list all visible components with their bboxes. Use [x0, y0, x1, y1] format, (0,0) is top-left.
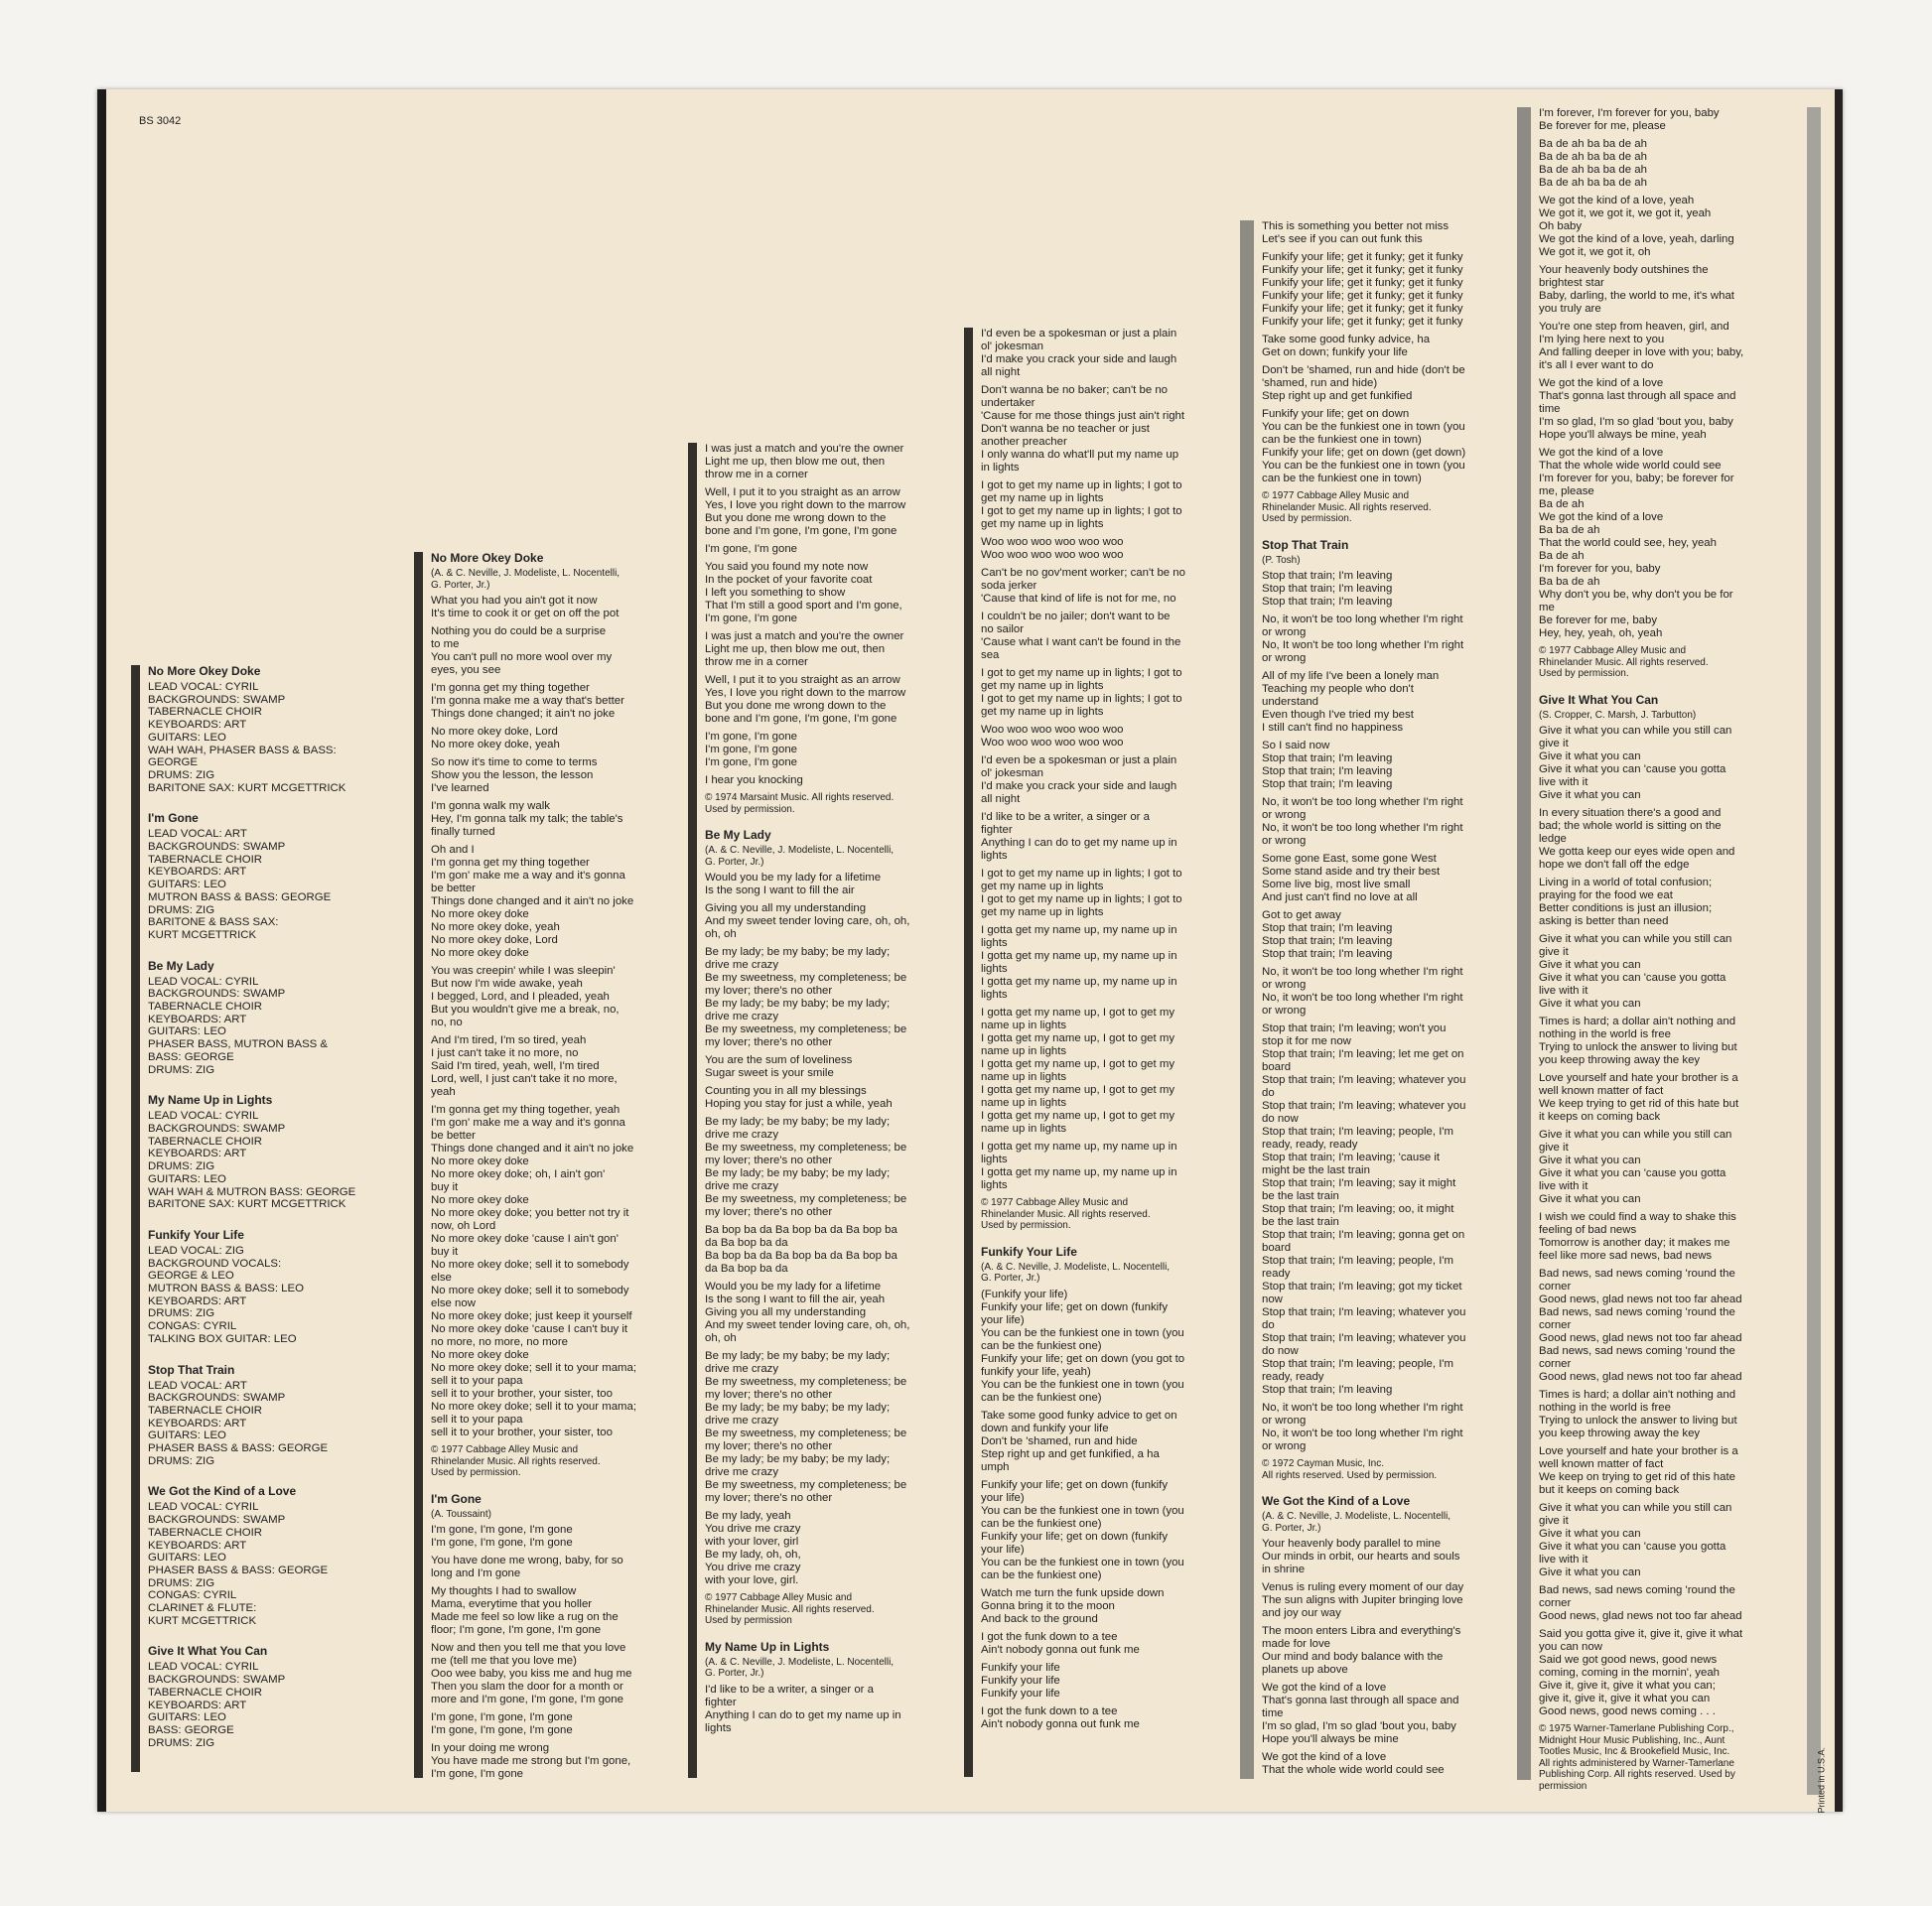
- copyright-notice: © 1972 Cayman Music, Inc. All rights reserved. Used by permission.: [1262, 1458, 1438, 1481]
- lyric-stanza: No more okey doke, Lord No more okey doke, yeah: [431, 726, 560, 750]
- lyric-stanza: Counting you in all my blessings Hoping you stay for just a while, yeah: [705, 1085, 893, 1110]
- lyric-stanza: Well, I put it to you straight as an arrow Yes, I love you right down to the marrow But you done me wrong down to the bone and I'm gone, I'm gone, I'm gone: [705, 486, 906, 537]
- lyric-stanza: I'd even be a spokesman or just a plain ol' jokesman I'd make you crack your side and laugh all night: [981, 328, 1177, 378]
- lyric-stanza: You was creepin' while I was sleepin' But now I'm wide awake, yeah I begged, Lord, and I pleaded, yeah But you wouldn't give me a break, no, no, no: [431, 965, 620, 1028]
- lyric-stanza: LEAD VOCAL: CYRIL BACKGROUNDS: SWAMP TABERNACLE CHOIR KEYBOARDS: ART GUITARS: LEO PHASER BASS & BASS: GEORGE DRUMS: ZIG CONGAS: CYRIL CLARINET & FLUTE: KURT MCGETTRICK: [148, 1501, 329, 1627]
- sleeve-left-edge: [97, 89, 106, 1812]
- lyric-stanza: This is something you better not miss Let's see if you can out funk this: [1262, 220, 1449, 245]
- lyrics-column-6: [1517, 107, 1785, 1792]
- lyric-stanza: We got the kind of a love That the whole wide world could see I'm forever for you, baby; be forever for me, please Ba de ah We got the kind of a love Ba ba de ah That the world could see, hey, yeah Ba de ah I'm forever for you, baby Ba ba de ah Why don't you be, why don't you be for me Be forever for me, baby Hey, hey, yeah, oh, yeah: [1539, 447, 1734, 639]
- lyric-stanza: I got to get my name up in lights; I got to get my name up in lights I got to get my name up in lights; I got to get my name up in lights: [981, 868, 1182, 918]
- copyright-notice: © 1977 Cabbage Alley Music and Rhinelander Music. All rights reserved. Used by permission.: [1262, 490, 1432, 524]
- lyric-stanza: I got the funk down to a tee Ain't nobody gonna out funk me: [981, 1630, 1140, 1656]
- lyric-stanza: You have done me wrong, baby, for so long and I'm gone: [431, 1555, 623, 1579]
- lyric-stanza: The moon enters Libra and everything's made for love Our mind and body balance with the planets up above: [1262, 1625, 1461, 1676]
- song-title: I'm Gone: [431, 1491, 482, 1506]
- songwriter-credit: (A. & C. Neville, J. Modeliste, L. Nocentelli, G. Porter, Jr.): [431, 568, 621, 591]
- copyright-notice: © 1977 Cabbage Alley Music and Rhinelander Music. All rights reserved. Used by permission.: [431, 1444, 601, 1478]
- lyric-stanza: I got to get my name up in lights; I got to get my name up in lights I got to get my name up in lights; I got to get my name up in lights: [981, 479, 1182, 530]
- song-title: Stop That Train: [148, 1362, 235, 1377]
- lyric-stanza: Woo woo woo woo woo woo Woo woo woo woo woo woo: [981, 536, 1124, 561]
- songwriter-credit: (A. & C. Neville, J. Modeliste, L. Nocentelli, G. Porter, Jr.): [705, 1656, 895, 1679]
- lyric-stanza: Be my lady; be my baby; be my lady; drive me crazy Be my sweetness, my completeness; be my lover; there's no other Be my lady; be my baby; be my lady; drive me crazy Be my sweetness, my completeness; be my lover; there's no other: [705, 946, 907, 1048]
- lyric-stanza: We got the kind of a love That's gonna last through all space and time I'm so glad, I'm so glad 'bout you, baby Hope you'll always be mine: [1262, 1682, 1459, 1745]
- lyric-stanza: Bad news, sad news coming 'round the corner Good news, glad news not too far ahead Bad news, sad news coming 'round the corner Good news, glad news not too far ahead Bad news, sad news coming 'round the corner Good news, glad news not too far ahead: [1539, 1268, 1742, 1383]
- lyric-stanza: I hear you knocking: [705, 774, 803, 786]
- lyric-stanza: Nothing you do could be a surprise to me You can't pull no more wool over my eyes, you see: [431, 625, 613, 676]
- lyric-stanza: Living in a world of total confusion; praying for the food we eat Better conditions is just an illusion; asking is better than need: [1539, 877, 1713, 927]
- lyric-stanza: Give it what you can while you still can give it Give it what you can Give it what you can 'cause you gotta live with it Give it what you can: [1539, 1129, 1732, 1205]
- lyric-stanza: I'd like to be a writer, a singer or a fighter Anything I can do to get my name up in lights: [705, 1683, 901, 1734]
- lyric-stanza: So I said now Stop that train; I'm leaving Stop that train; I'm leaving Stop that train; I'm leaving: [1262, 740, 1393, 790]
- sleeve-right-edge: [1835, 89, 1843, 1812]
- lyric-stanza: Ba de ah ba ba de ah Ba de ah ba ba de ah Ba de ah ba ba de ah Ba de ah ba ba de ah: [1539, 138, 1647, 189]
- lyric-stanza: Some gone East, some gone West Some stand aside and try their best Some live big, most live small And just can't find no love at all: [1262, 853, 1441, 903]
- song-title: My Name Up in Lights: [148, 1093, 273, 1108]
- lyric-stanza: You are the sum of loveliness Sugar sweet is your smile: [705, 1054, 853, 1079]
- lyric-stanza: I'm forever, I'm forever for you, baby Be forever for me, please: [1539, 107, 1720, 132]
- lyric-stanza: No, it won't be too long whether I'm right or wrong No, it won't be too long whether I'm right or wrong: [1262, 966, 1463, 1017]
- songwriter-credit: (P. Tosh): [1262, 554, 1301, 566]
- lyric-stanza: Be my lady, yeah You drive me crazy with your lover, girl Be my lady, oh, oh, You drive me crazy with your love, girl.: [705, 1510, 801, 1586]
- lyric-stanza: Give it what you can while you still can give it Give it what you can Give it what you can 'cause you gotta live with it Give it what you can: [1539, 1502, 1732, 1578]
- lyric-stanza: I'm gone, I'm gone I'm gone, I'm gone I'm gone, I'm gone: [705, 731, 797, 768]
- songwriter-credit: (A. & C. Neville, J. Modeliste, L. Nocentelli, G. Porter, Jr.): [705, 845, 895, 868]
- lyric-stanza: I'm gone, I'm gone, I'm gone I'm gone, I'm gone, I'm gone: [431, 1711, 573, 1736]
- lyric-stanza: Oh and I I'm gonna get my thing together I'm gon' make me a way and it's gonna be better Things done changed and it ain't no joke No more okey doke No more okey doke, yeah No more okey doke, Lord No more okey doke: [431, 844, 634, 959]
- song-title: Be My Lady: [148, 958, 214, 973]
- lyric-stanza: LEAD VOCAL: CYRIL BACKGROUNDS: SWAMP TABERNACLE CHOIR KEYBOARDS: ART GUITARS: LEO BASS: GEORGE DRUMS: ZIG: [148, 1661, 286, 1749]
- lyric-stanza: I wish we could find a way to shake this feeling of bad news Tomorrow is another day; it makes me feel like more sad news, bad news: [1539, 1211, 1736, 1262]
- printed-in-label: Printed in U.S.A.: [1817, 1747, 1827, 1814]
- lyric-stanza: I'd even be a spokesman or just a plain ol' jokesman I'd make you crack your side and laugh all night: [981, 754, 1177, 805]
- lyric-stanza: We got the kind of a love That's gonna last through all space and time I'm so glad, I'm so glad 'bout you, baby Hope you'll always be mine, yeah: [1539, 377, 1736, 441]
- lyric-stanza: I'd like to be a writer, a singer or a fighter Anything I can do to get my name up in lights: [981, 811, 1177, 862]
- lyric-stanza: No, it won't be too long whether I'm right or wrong No, it won't be too long whether I'm right or wrong: [1262, 796, 1463, 847]
- copyright-notice: © 1977 Cabbage Alley Music and Rhinelander Music. All rights reserved. Used by permission.: [1539, 645, 1709, 679]
- lyric-stanza: No, it won't be too long whether I'm right or wrong No, it won't be too long whether I'm right or wrong: [1262, 1402, 1463, 1452]
- lyric-stanza: Got to get away Stop that train; I'm leaving Stop that train; I'm leaving Stop that train; I'm leaving: [1262, 909, 1393, 960]
- lyric-stanza: Funkify your life; get on down You can be the funkiest one in town (you can be the funkiest one in town) Funkify your life; get on down (get down) You can be the funkiest one in town (you can be the funkiest one in town): [1262, 408, 1466, 484]
- song-title: Be My Lady: [705, 828, 771, 842]
- song-title: Funkify Your Life: [981, 1244, 1077, 1259]
- lyric-stanza: You're one step from heaven, girl, and I'm lying here next to you And falling deeper in love with you; baby, it's all I ever want to do: [1539, 321, 1744, 371]
- lyric-stanza: LEAD VOCAL: ART BACKGROUNDS: SWAMP TABERNACLE CHOIR KEYBOARDS: ART GUITARS: LEO MUTRON BASS & BASS: GEORGE DRUMS: ZIG BARITONE & BASS SAX: KURT MCGETTRICK: [148, 828, 332, 941]
- lyric-stanza: My thoughts I had to swallow Mama, everytime that you holler Made me feel so low like a rug on the floor; I'm gone, I'm gone, I'm gone: [431, 1585, 619, 1636]
- lyrics-column-2: [414, 552, 678, 1778]
- lyric-stanza: I was just a match and you're the owner Light me up, then blow me out, then throw me in a corner: [705, 443, 904, 480]
- lyric-stanza: LEAD VOCAL: CYRIL BACKGROUNDS: SWAMP TABERNACLE CHOIR KEYBOARDS: ART GUITARS: LEO WAH WAH, PHASER BASS & BASS: GEORGE DRUMS: ZIG BARITONE SAX: KURT MCGETTRICK: [148, 681, 346, 794]
- lyric-stanza: Funkify your life Funkify your life Funkify your life: [981, 1661, 1060, 1700]
- lyrics-column-3: [688, 443, 954, 1778]
- lyric-stanza: We got the kind of a love, yeah We got it, we got it, we got it, yeah Oh baby We got the kind of a love, yeah, darling We got it, we got it, oh: [1539, 195, 1734, 258]
- lyric-stanza: Funkify your life; get it funky; get it funky Funkify your life; get it funky; get it funky Funkify your life; get it funky; get it funky Funkify your life; get it funky; get it funky Funkify your life; get it funky; get it funky Funkify your life; get it funky; get it funky: [1262, 251, 1463, 328]
- lyric-stanza: I gotta get my name up, I got to get my name up in lights I gotta get my name up, I got to get my name up in lights I gotta get my name up, I got to get my name up in lights I gotta get my name up, I got to get my name up in lights I gotta get my name up, I got to get my name up in lights: [981, 1007, 1175, 1135]
- catalog-number: BS 3042: [139, 115, 182, 127]
- lyric-stanza: I'm gonna walk my walk Hey, I'm gonna talk my talk; the table's finally turned: [431, 800, 623, 838]
- song-title: Funkify Your Life: [148, 1227, 244, 1242]
- lyric-stanza: Don't wanna be no baker; can't be no undertaker 'Cause for me those things just ain't right Don't wanna be no teacher or just another preacher I only wanna do what'll put my name up in lights: [981, 384, 1185, 474]
- lyric-stanza: I gotta get my name up, my name up in lights I gotta get my name up, my name up in lights: [981, 1141, 1177, 1191]
- lyric-stanza: Would you be my lady for a lifetime Is the song I want to fill the air, yeah Giving you all my understanding And my sweet tender loving care, oh, oh, oh, oh: [705, 1281, 910, 1344]
- copyright-notice: © 1977 Cabbage Alley Music and Rhinelander Music. All rights reserved. Used by permission.: [981, 1197, 1151, 1231]
- lyric-stanza: Now and then you tell me that you love me (tell me that you love me) Ooo wee baby, you kiss me and hug me Then you slam the door for a month or more and I'm gone, I'm gone, I'm gone: [431, 1642, 632, 1705]
- lyric-stanza: So now it's time to come to terms Show you the lesson, the lesson I've learned: [431, 756, 598, 794]
- lyric-stanza: Said you gotta give it, give it, give it what you can now Said we got good news, good news coming, coming in the mornin', yeah Give it, give it, give it what you can; give it, give it, give it what you can Good news, good news coming . . .: [1539, 1628, 1743, 1717]
- lyric-stanza: I'm gone, I'm gone: [705, 543, 797, 555]
- lyric-stanza: Would you be my lady for a lifetime Is the song I want to fill the air: [705, 872, 882, 896]
- copyright-notice: © 1974 Marsaint Music. All rights reserved. Used by permission.: [705, 792, 895, 815]
- lyric-stanza: Times is hard; a dollar ain't nothing and nothing in the world is free Trying to unlock the answer to living but you keep throwing away the key: [1539, 1016, 1737, 1066]
- song-title: We Got the Kind of a Love: [1262, 1494, 1411, 1508]
- lyric-stanza: Be my lady; be my baby; be my lady; drive me crazy Be my sweetness, my completeness; be my lover; there's no other Be my lady; be my baby; be my lady; drive me crazy Be my sweetness, my completeness; be my lover; there's no other: [705, 1116, 907, 1218]
- song-title: No More Okey Doke: [148, 664, 261, 678]
- lyric-stanza: I couldn't be no jailer; don't want to be no sailor 'Cause what I want can't be found in the sea: [981, 611, 1181, 661]
- lyric-stanza: Don't be 'shamed, run and hide (don't be 'shamed, run and hide) Step right up and get funkified: [1262, 364, 1465, 402]
- lyric-stanza: I got the funk down to a tee Ain't nobody gonna out funk me: [981, 1704, 1140, 1730]
- songwriter-credit: (A. Toussaint): [431, 1508, 491, 1520]
- lyric-stanza: LEAD VOCAL: CYRIL BACKGROUNDS: SWAMP TABERNACLE CHOIR KEYBOARDS: ART GUITARS: LEO PHASER BASS, MUTRON BASS & BASS: GEORGE DRUMS: ZIG: [148, 975, 329, 1076]
- song-title: No More Okey Doke: [431, 551, 544, 565]
- song-title: Stop That Train: [1262, 537, 1349, 552]
- lyric-stanza: I'm gone, I'm gone, I'm gone I'm gone, I'm gone, I'm gone: [431, 1524, 573, 1549]
- lyric-stanza: Love yourself and hate your brother is a well known matter of fact We keep on trying to get rid of this hate but it keeps on coming back: [1539, 1445, 1738, 1496]
- lyric-stanza: Give it what you can while you still can give it Give it what you can Give it what you can 'cause you gotta live with it Give it what you can: [1539, 725, 1732, 801]
- lyric-stanza: Watch me turn the funk upside down Gonna bring it to the moon And back to the ground: [981, 1586, 1165, 1625]
- lyric-stanza: I'm gonna get my thing together, yeah I'm gon' make me a way and it's gonna be better Things done changed and it ain't no joke No more okey doke No more okey doke; oh, I ain't gon' buy it No more okey doke No more okey doke; you better not try it now, oh Lord No more okey doke 'cause I ain't gon' buy it No more okey doke; sell it to somebody else No more okey doke; sell it to somebody else now No more okey doke; just keep it yourself No more okey doke 'cause I can't buy it no more, no more, no more No more okey doke No more okey doke; sell it to your mama; sell it to your papa sell it to your brother, your sister, too No more okey doke; sell it to your mama; sell it to your papa sell it to your brother, your sister, too: [431, 1104, 637, 1438]
- lyric-stanza: I gotta get my name up, my name up in lights I gotta get my name up, my name up in lights I gotta get my name up, my name up in lights: [981, 924, 1177, 1001]
- lyric-stanza: Well, I put it to you straight as an arrow Yes, I love you right down to the marrow But you done me wrong down to the bone and I'm gone, I'm gone, I'm gone: [705, 674, 906, 725]
- lyric-stanza: In every situation there's a good and bad; the whole world is sitting on the ledge We gotta keep our eyes wide open and hope we don't fall off the edge: [1539, 807, 1735, 871]
- songwriter-credit: (A. & C. Neville, J. Modeliste, L. Nocentelli, G. Porter, Jr.): [981, 1261, 1171, 1284]
- lyric-stanza: Love yourself and hate your brother is a well known matter of fact We keep trying to get rid of this hate but it keeps on coming back: [1539, 1072, 1739, 1123]
- lyric-stanza: LEAD VOCAL: ART BACKGROUNDS: SWAMP TABERNACLE CHOIR KEYBOARDS: ART GUITARS: LEO PHASER BASS & BASS: GEORGE DRUMS: ZIG: [148, 1379, 329, 1467]
- lyric-stanza: Take some good funky advice, ha Get on down; funkify your life: [1262, 334, 1431, 358]
- copyright-notice: © 1975 Warner-Tamerlane Publishing Corp., Midnight Hour Music Publishing, Inc., Aunt Tootles Music, Inc & Brookefield Music, Inc. All rights administered by Warner-Tamerlane Publishing Corp. All rights reserved. Used by permission: [1539, 1723, 1735, 1792]
- song-title: Give It What You Can: [1539, 692, 1659, 707]
- lyric-stanza: Stop that train; I'm leaving; won't you stop it for me now Stop that train; I'm leaving; let me get on board Stop that train; I'm leaving; whatever you do Stop that train; I'm leaving; whatever you do now Stop that train; I'm leaving; people, I'm ready, ready, ready Stop that train; I'm leaving; 'cause it might be the last train Stop that train; I'm leaving; say it might be the last train Stop that train; I'm leaving; oo, it might be the last train Stop that train; I'm leaving; gonna get on board Stop that train; I'm leaving; people, I'm ready Stop that train; I'm leaving; got my ticket now Stop that train; I'm leaving; whatever you do Stop that train; I'm leaving; whatever you do now Stop that train; I'm leaving; people, I'm ready, ready Stop that train; I'm leaving: [1262, 1022, 1466, 1396]
- lyric-stanza: What you had you ain't got it now It's time to cook it or get on off the pot: [431, 595, 620, 619]
- lyric-stanza: Be my lady; be my baby; be my lady; drive me crazy Be my sweetness, my completeness; be my lover; there's no other Be my lady; be my baby; be my lady; drive me crazy Be my sweetness, my completeness; be my lover; there's no other Be my lady; be my baby; be my lady; drive me crazy Be my sweetness, my completeness; be my lover; there's no other: [705, 1350, 907, 1504]
- lyric-stanza: I'm gonna get my thing together I'm gonna make me a way that's better Things done changed; it ain't no joke: [431, 682, 624, 720]
- lyric-stanza: You said you found my note now In the pocket of your favorite coat I left you something to show That I'm still a good sport and I'm gone, I'm gone, I'm gone: [705, 561, 902, 624]
- lyric-stanza: I got to get my name up in lights; I got to get my name up in lights I got to get my name up in lights; I got to get my name up in lights: [981, 667, 1182, 718]
- song-title: My Name Up in Lights: [705, 1639, 830, 1654]
- lyric-stanza: Bad news, sad news coming 'round the corner Good news, glad news not too far ahead: [1539, 1584, 1742, 1622]
- lyric-stanza: And I'm tired, I'm so tired, yeah I just can't take it no more, no Said I'm tired, yeah, well, I'm tired Lord, well, I just can't take it no more, yeah: [431, 1034, 618, 1098]
- lyric-stanza: No, it won't be too long whether I'm right or wrong No, It won't be too long whether I'm right or wrong: [1262, 613, 1464, 664]
- lyric-stanza: Give it what you can while you still can give it Give it what you can Give it what you can 'cause you gotta live with it Give it what you can: [1539, 933, 1732, 1010]
- lyric-stanza: We got the kind of a love That the whole wide world could see: [1262, 1751, 1445, 1776]
- lyric-stanza: Giving you all my understanding And my sweet tender loving care, oh, oh, oh, oh: [705, 902, 910, 940]
- lyric-stanza: Times is hard; a dollar ain't nothing and nothing in the world is free Trying to unlock the answer to living but you keep throwing away the key: [1539, 1389, 1737, 1439]
- lyric-stanza: Venus is ruling every moment of our day The sun aligns with Jupiter bringing love and joy our way: [1262, 1581, 1464, 1619]
- songwriter-credit: (A. & C. Neville, J. Modeliste, L. Nocentelli, G. Porter, Jr.): [1262, 1511, 1451, 1534]
- lyric-stanza: Your heavenly body outshines the brightest star Baby, darling, the world to me, it's what you truly are: [1539, 264, 1734, 315]
- lyric-stanza: Woo woo woo woo woo woo Woo woo woo woo woo woo: [981, 724, 1124, 749]
- lyric-stanza: Stop that train; I'm leaving Stop that train; I'm leaving Stop that train; I'm leaving: [1262, 570, 1393, 608]
- song-title: I'm Gone: [148, 811, 199, 826]
- lyric-stanza: Funkify your life; get on down (funkify your life) You can be the funkiest one in town (you can be the funkiest one) Funkify your life; get on down (funkify your life) You can be the funkiest one in town (you can be the funkiest one): [981, 1478, 1184, 1581]
- copyright-notice: © 1977 Cabbage Alley Music and Rhinelander Music. All rights reserved. Used by permission: [705, 1592, 875, 1626]
- lyric-stanza: I was just a match and you're the owner Light me up, then blow me out, then throw me in a corner: [705, 630, 904, 668]
- lyric-stanza: (Funkify your life) Funkify your life; get on down (funkify your life) You can be the funkiest one in town (you can be the funkiest one) Funkify your life; get on down (you got to funkify your life, yeah) You can be the funkiest one in town (you can be the funkiest one): [981, 1288, 1185, 1404]
- lyric-stanza: LEAD VOCAL: ZIG BACKGROUND VOCALS: GEORGE & LEO MUTRON BASS & BASS: LEO KEYBOARDS: ART DRUMS: ZIG CONGAS: CYRIL TALKING BOX GUITAR: LEO: [148, 1244, 304, 1345]
- record-sleeve: [97, 89, 1843, 1812]
- lyric-stanza: In your doing me wrong You have made me strong but I'm gone, I'm gone, I'm gone: [431, 1742, 631, 1780]
- lyric-stanza: Your heavenly body parallel to mine Our minds in orbit, our hearts and souls in shrine: [1262, 1538, 1460, 1575]
- lyric-stanza: Can't be no gov'ment worker; can't be no soda jerker 'Cause that kind of life is not for me, no: [981, 567, 1185, 605]
- grey-stripe: [1807, 107, 1821, 1795]
- lyric-stanza: Ba bop ba da Ba bop ba da Ba bop ba da Ba bop ba da Ba bop ba da Ba bop ba da Ba bop ba da Ba bop ba da: [705, 1224, 897, 1275]
- lyric-stanza: LEAD VOCAL: CYRIL BACKGROUNDS: SWAMP TABERNACLE CHOIR KEYBOARDS: ART DRUMS: ZIG GUITARS: LEO WAH WAH & MUTRON BASS: GEORGE BARITONE SAX: KURT MCGETTRICK: [148, 1110, 356, 1211]
- lyrics-column-4: [964, 328, 1230, 1777]
- songwriter-credit: (S. Cropper, C. Marsh, J. Tarbutton): [1539, 709, 1697, 721]
- credits-column: [131, 665, 374, 1772]
- lyrics-column-5: [1240, 220, 1508, 1779]
- lyric-stanza: All of my life I've been a lonely man Teaching my people who don't understand Even though I've tried my best I still can't find no happiness: [1262, 670, 1440, 734]
- song-title: Give It What You Can: [148, 1644, 268, 1659]
- lyric-stanza: Take some good funky advice to get on down and funkify your life Don't be 'shamed, run and hide Step right up and get funkified, a ha umph: [981, 1409, 1177, 1473]
- song-title: We Got the Kind of a Love: [148, 1484, 297, 1499]
